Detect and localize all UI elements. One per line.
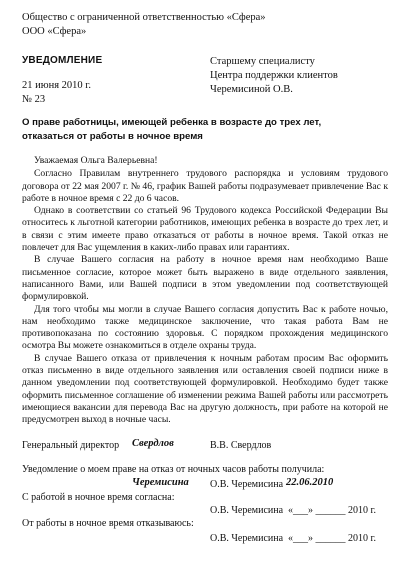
receipt-signature: Черемисина: [132, 477, 189, 488]
consent-label: С работой в ночное время согласна:: [22, 492, 175, 503]
doc-number: № 23: [22, 94, 46, 105]
consent-date-field[interactable]: «___» ______ 2010 г.: [288, 505, 376, 516]
addressee-line-1: Старшему специалисту: [210, 56, 315, 67]
paragraph-5: В случае Вашего отказа от привлечения к ночным работам просим Вас оформить отказ письменно в виде отдельного заявления или оставления своей подписи ниже в данном уведомлении под соответствующей формулировкой. Необходимо будет также оформить письменное соглашение об изменении режима Вашей работы или рассмотреть имеющиеся вакансии для перевода Вас на другую должность, при работе на которой не предусмотрен выход в ночные часы.: [22, 352, 388, 426]
letter-body: [22, 155, 388, 427]
paragraph-2: Однако в соответствии со статьей 96 Трудового кодекса Российской Федерации Вы относитесь к льготной категории работников, имеющих ребенка в возрасте до трех лет, и в связи с этим имеете право отказаться от работы в ночное время. Такой отказ не повлечет для Вас ущемления в каких-либо правах или гарантиях.: [22, 205, 388, 254]
subject-line-1: О праве работницы, имеющей ребенка в возрасте до трех лет,: [22, 117, 322, 128]
receipt-label: Уведомление о моем праве на отказ от ночных часов работы получила:: [22, 464, 325, 475]
refusal-name: О.В. Черемисина: [210, 533, 284, 544]
signer-position: Генеральный директор: [22, 440, 120, 451]
receipt-name: О.В. Черемисина: [210, 479, 284, 490]
addressee-line-3: Черемисиной О.В.: [210, 84, 293, 95]
refusal-label: От работы в ночное время отказываюсь:: [22, 518, 194, 529]
paragraph-3: В случае Вашего согласия на работу в ночное время нам необходимо Ваше письменное согласие, которое может быть выражено в виде отдельного заявления, написанного Вами, или Вашей подписи в этом уведомлении под соответствующей формулировкой.: [22, 254, 388, 303]
org-full-name: Общество с ограниченной ответственностью «Сфера»: [22, 12, 266, 23]
refusal-date-field[interactable]: «___» ______ 2010 г.: [288, 533, 376, 544]
director-signature: Свердлов: [132, 438, 174, 449]
subject-line-2: отказаться от работы в ночное время: [22, 131, 203, 142]
doc-date: 21 июня 2010 г.: [22, 80, 92, 91]
paragraph-1: Согласно Правилам внутреннего трудового распорядка и условиям трудового договора от 22 мая 2007 г. № 46, график Вашей работы подразумевает привлечение Вас к работе в ночное время с 22 до 6 часов.: [22, 168, 388, 204]
addressee-line-2: Центра поддержки клиентов: [210, 70, 338, 81]
signer-name: В.В. Свердлов: [210, 440, 272, 451]
doc-type: УВЕДОМЛЕНИЕ: [22, 55, 103, 66]
consent-name: О.В. Черемисина: [210, 505, 284, 516]
paragraph-4: Для того чтобы мы могли в случае Вашего согласия допустить Вас к работе ночью, нам необходимо также медицинское заключение, что такая работа Вам не противопоказана по состоянию здоровья. С порядком прохождения медицинского осмотра Вы можете ознакомиться в отделе охраны труда.: [22, 303, 388, 352]
greeting: Уважаемая Ольга Валерьевна!: [34, 155, 158, 166]
receipt-date: 22.06.2010: [286, 477, 334, 488]
org-short-name: ООО «Сфера»: [22, 26, 87, 37]
